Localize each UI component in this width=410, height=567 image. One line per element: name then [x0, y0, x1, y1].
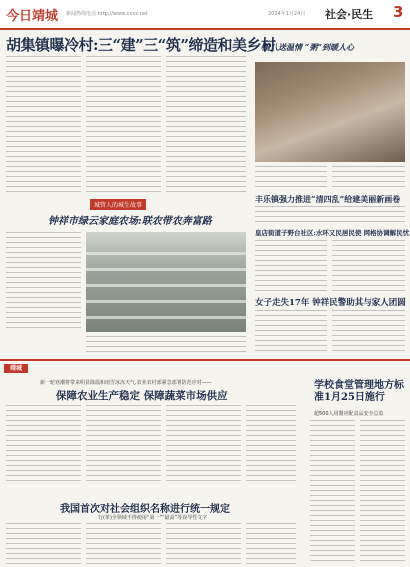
section-title: 社会·民生 [325, 8, 374, 21]
bottom-col-2 [86, 405, 161, 485]
right-bottom-sub: 超500人用餐应配食品安全总监 [314, 411, 384, 417]
bottom-col-5 [6, 523, 81, 565]
bottom-col-7 [166, 523, 241, 565]
header-date: 2024年1月24日 [268, 11, 306, 17]
right-col-f [255, 310, 327, 354]
bottom-headline-2: 我国首次对社会组织名称进行统一规定 [60, 504, 230, 515]
bottom-section-logo: 靖城 [4, 364, 28, 373]
feature-col-1 [6, 232, 81, 332]
bottom-headline: 保障农业生产稳定 保障蔬菜市场供应 [56, 390, 228, 402]
right-bottom-col-2 [360, 420, 405, 565]
bottom-col-3 [166, 405, 241, 485]
right-col-d [255, 240, 327, 292]
right-col-c [255, 206, 405, 226]
bottom-sub-2: 行(单)全领域不得使用“第一”“最高”等误导性文字 [98, 515, 208, 521]
bottom-kicker: 新一轮寒潮将带来明显降温和雨雪冰冻天气,农业农村部紧急部署防范应对—— [40, 380, 212, 386]
section-divider [0, 359, 410, 361]
right-bottom-col-1 [310, 420, 355, 565]
lead-headline: 胡集镇曝冷村:三“建”三“筑”缔造和美乡村 [6, 36, 276, 54]
feature-label: 城管人的城生故事 [90, 199, 146, 210]
paper-logo: 今日靖城 [6, 9, 59, 24]
field-photo [86, 232, 246, 332]
feature-caption [86, 336, 246, 354]
lead-column-2 [86, 56, 161, 196]
right-col-b [332, 166, 405, 190]
event-photo [255, 62, 405, 162]
bottom-col-6 [86, 523, 161, 565]
lead-column-3 [166, 56, 246, 196]
bottom-col-8 [246, 523, 296, 565]
right-col-a [255, 166, 327, 190]
bottom-col-1 [6, 405, 81, 485]
right-headline-2: 丰乐镇强力推进“清四乱”给建美丽新画卷 [255, 194, 401, 204]
right-headline: 腊八送温情 “粥”到暖人心 [262, 42, 354, 52]
bottom-col-4 [246, 405, 296, 485]
right-col-e [332, 240, 405, 292]
lead-column-1 [6, 56, 81, 196]
masthead [0, 0, 410, 30]
page-number: 3 [393, 3, 404, 21]
header-meta: 新闻热线电话 http://www.xxxx.net [66, 11, 148, 17]
right-bottom-headline: 学校食堂管理地方标准1月25日施行 [314, 380, 404, 403]
right-mid-headline: 皇店街道子野台社区:水环又民居民使 网格协调解民忧 [255, 229, 410, 237]
right-mid-headline-2: 女子走失17年 钟祥民警助其与家人团圆 [255, 298, 406, 308]
right-col-g [332, 310, 405, 354]
feature-headline: 钟祥市绿云家庭农场:联农带农奔富路 [48, 216, 212, 227]
